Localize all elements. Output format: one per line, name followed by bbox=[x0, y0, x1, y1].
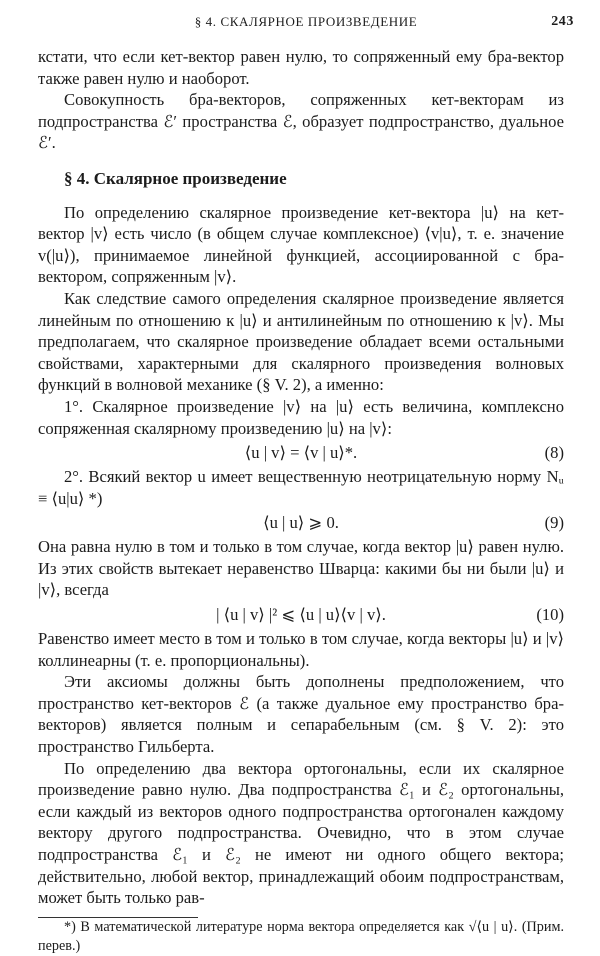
equation-number: (8) bbox=[544, 443, 564, 463]
page-header bbox=[38, 14, 574, 34]
section-heading: § 4. Скалярное произведение bbox=[64, 168, 287, 188]
paragraph-5: 1°. Скалярное произведение |v⟩ на |u⟩ есть величина, комплексно сопряженная скалярному произведению |u⟩ на |v⟩: bbox=[38, 396, 564, 438]
equation-8 bbox=[38, 439, 564, 466]
page-body bbox=[38, 46, 564, 956]
equation-formula: ⟨u | u⟩ ⩾ 0. bbox=[263, 513, 339, 533]
paragraph-3: По определению скалярное произведение кет-вектора |u⟩ на кет-вектор |v⟩ есть число (в общем случае комплексное) ⟨v|u⟩, т. е. значение v(|u⟩), принимаемое линейной функцией, ассоциированной с бра-вектором, сопряженным |v⟩. bbox=[38, 202, 564, 287]
equation-10 bbox=[38, 601, 564, 628]
paragraph-8: Равенство имеет место в том и только в том случае, когда векторы |u⟩ и |v⟩ коллинеарны (т. е. пропорциональны). bbox=[38, 629, 564, 670]
running-title: § 4. СКАЛЯРНОЕ ПРОИЗВЕДЕНИЕ bbox=[194, 14, 418, 29]
equation-formula: ⟨u | v⟩ = ⟨v | u⟩*. bbox=[244, 443, 358, 463]
paragraph-6: 2°. Всякий вектор u имеет вещественную неотрицательную норму Nᵤ ≡ ⟨u|u⟩ *) bbox=[38, 467, 564, 508]
equation-number: (10) bbox=[536, 605, 564, 625]
equation-number: (9) bbox=[544, 513, 564, 533]
equation-9 bbox=[38, 509, 564, 536]
paragraph-1: кстати, что если кет-вектор равен нулю, то сопряженный ему бра-вектор также равен нулю и наоборот. bbox=[38, 47, 564, 88]
paragraph-2: Совокупность бра-векторов, сопряженных кет-векторам из подпространства ℰ′ пространства ℰ, образует подпространство, дуальное ℰ′. bbox=[38, 90, 564, 153]
paragraph-9: Эти аксиомы должны быть дополнены предположением, что пространство кет-векторов ℰ (а также дуальное ему пространство бра-векторов) является полным и сепарабельным (см. § V. 2): это пространство Гильберта. bbox=[38, 672, 564, 757]
paragraph-4: Как следствие самого определения скалярное произведение является линейным по отношению к |u⟩ и антилинейным по отношению к |v⟩. Мы предполагаем, что скалярное произведение обладает всеми остальными свойствами, характерными для скалярного произведения волновых функций в волновой механике (§ V. 2), а именно: bbox=[38, 288, 564, 395]
paragraph-7: Она равна нулю в том и только в том случае, когда вектор |u⟩ равен нулю. Из этих свойств вытекает неравенство Шварца: какими бы ни были |u⟩ и |v⟩, всегда bbox=[38, 537, 564, 600]
page-number: 243 bbox=[551, 14, 574, 29]
footnote: *) В математической литературе норма вектора определяется как √⟨u | u⟩. (Прим. перев.) bbox=[38, 918, 564, 954]
equation-formula: | ⟨u | v⟩ |² ⩽ ⟨u | u⟩⟨v | v⟩. bbox=[216, 605, 386, 625]
paragraph-10: По определению два вектора ортогональны, если их скалярное произведение равно нулю. Два подпространства ℰ₁ и ℰ₂ ортогональны, если каждый из векторов одного подпространства ортогонален каждому вектору другого подпространства. Очевидно, что в этом случае подпространства ℰ₁ и ℰ₂ не имеют ни одного общего вектора; действительно, любой вектор, принадлежащий обоим подпространствам, может быть только рав- bbox=[38, 758, 564, 908]
